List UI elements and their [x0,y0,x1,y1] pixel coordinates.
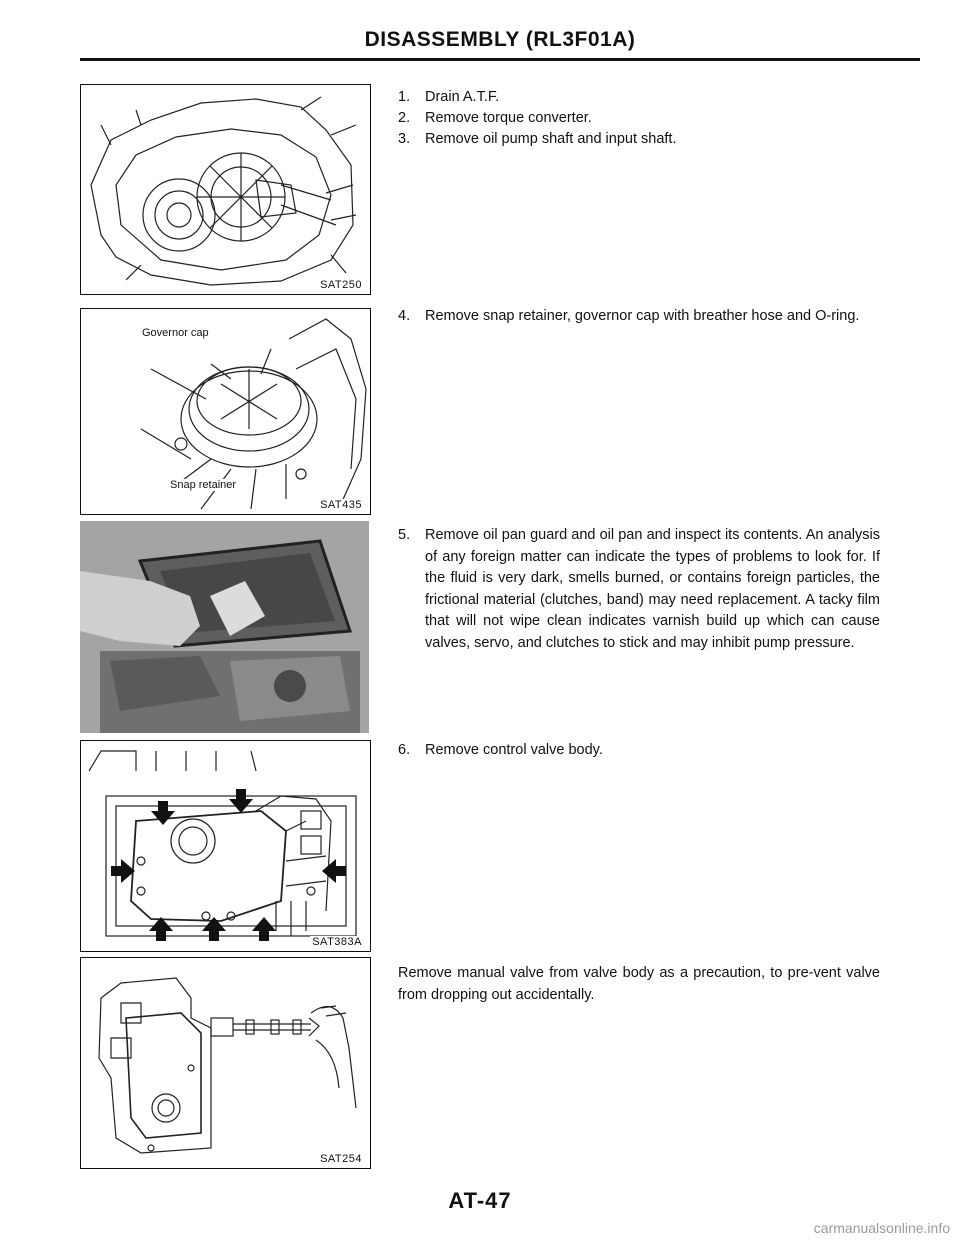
step-1 [398,87,880,109]
step-number: 1. [398,89,411,105]
valve-body-illustration [81,741,370,951]
step-6 [398,740,880,762]
step-number: 3. [398,131,411,147]
step-text: Drain A.T.F. [425,89,500,105]
callout-snap-retainer: Snap retainer [170,479,237,491]
title-rule [80,58,920,61]
transaxle-illustration [81,85,370,294]
figure-control-valve-body [80,740,371,952]
figure-governor-cap [80,308,371,515]
step-text: Remove snap retainer, governor cap with breather hose and O-ring. [425,308,860,324]
step-text: Remove control valve body. [425,742,603,758]
manual-valve-note: Remove manual valve from valve body as a precaution, to pre-vent valve from dropping out accidentally. [398,965,880,1003]
figure-code-sat435: SAT435 [320,499,362,511]
watermark: carmanualsonline.info [813,1220,950,1236]
step-number: 5. [398,527,411,543]
step-number: 2. [398,110,411,126]
figure-code-sat250: SAT250 [320,279,362,291]
page-number: AT-47 [448,1188,512,1213]
step-3 [398,129,880,151]
figure-manual-valve [80,957,371,1169]
step-4 [398,306,880,328]
figure-code-sat254: SAT254 [320,1153,362,1165]
step-number: 6. [398,742,411,758]
figure-code-sat383a: SAT383A [312,936,362,948]
step-text: Remove oil pan guard and oil pan and inspect its contents. An analysis of any foreign matter can indicate the types of problems to look for. If the fluid is very dark, smells burned, or contains foreign particles, the frictional material (clutches, band) may need replacement. A tacky film that will not wipe clean indicates varnish build up which can cause valves, servo, and clutches to stick and may inhibit pump pressure. [425,527,880,651]
callout-governor-cap: Governor cap [142,327,209,339]
figure-torque-converter [80,84,371,295]
step-5 [398,525,880,654]
figure-oil-pan-photo [80,521,369,733]
step-number: 4. [398,308,411,324]
step-text: Remove torque converter. [425,110,592,126]
manual-valve-illustration [81,958,370,1168]
step-2 [398,108,880,130]
step-text: Remove oil pump shaft and input shaft. [425,131,677,147]
oil-pan-photo [80,521,369,733]
page-title: DISASSEMBLY (RL3F01A) [364,28,636,51]
